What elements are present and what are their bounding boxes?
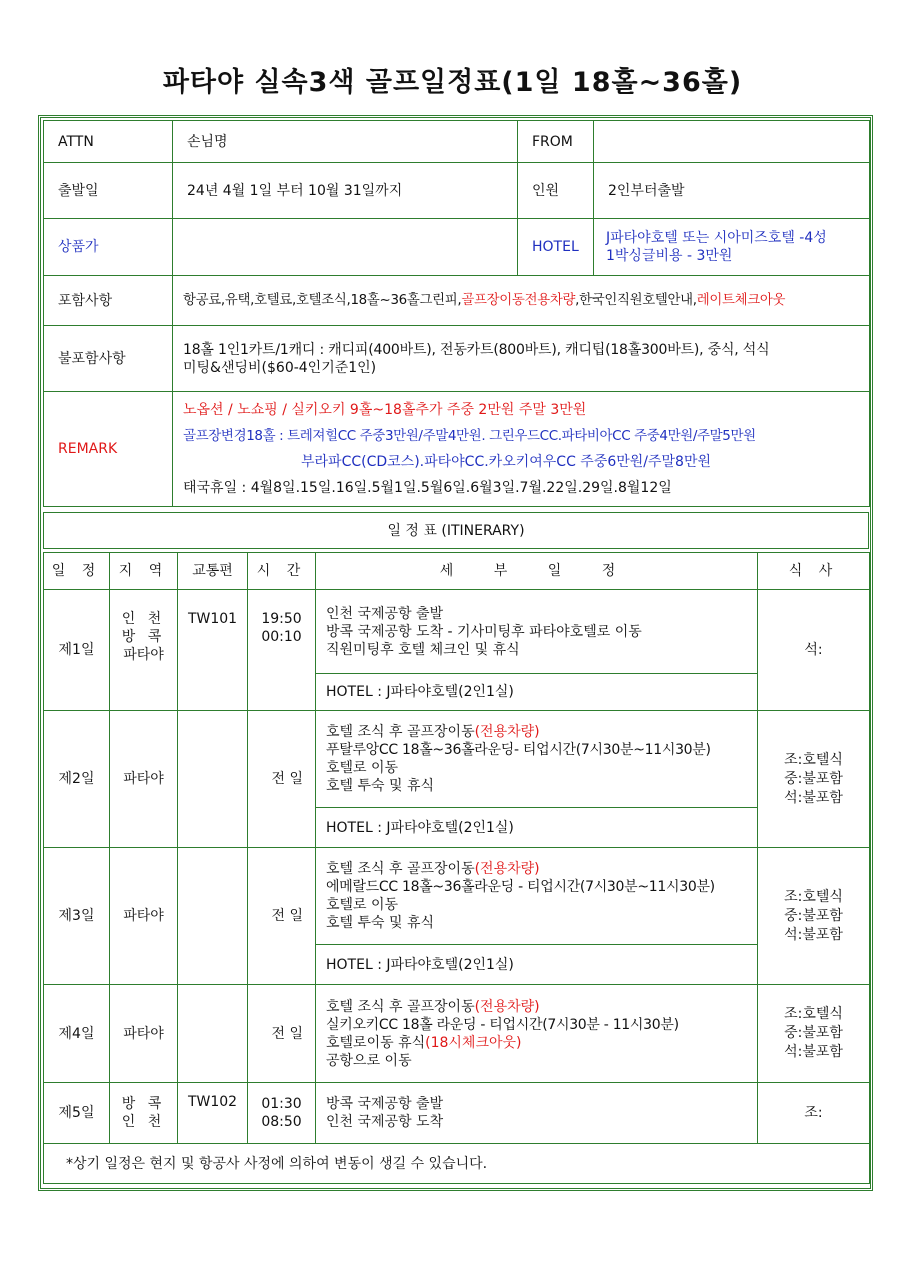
day-region: 파타야 xyxy=(110,711,178,848)
detail-text: 호텔로이동 휴식 xyxy=(326,1034,426,1051)
meal-line: 석:불포함 xyxy=(784,789,843,806)
detail-line: 호텔로 이동 xyxy=(326,760,399,776)
meal-line: 석:불포함 xyxy=(784,926,843,943)
day-label: 제3일 xyxy=(44,848,110,985)
time-line: 01:30 xyxy=(261,1096,302,1112)
meal-line: 조:호텔식 xyxy=(784,1006,843,1022)
day-time: 전 일 xyxy=(248,985,316,1083)
detail-line xyxy=(326,1034,757,1052)
day-meal xyxy=(758,711,870,848)
hotel-line-2: 1박싱글비용 - 3만원 xyxy=(606,248,733,264)
day-transport xyxy=(178,711,248,848)
detail-line: 호텔로 이동 xyxy=(326,897,399,913)
meal-line: 조:호텔식 xyxy=(784,888,843,905)
include-label: 포함사항 xyxy=(44,276,173,326)
detail-highlight: (전용차량) xyxy=(474,861,540,877)
day-label: 제2일 xyxy=(44,711,110,848)
from-label: FROM xyxy=(518,121,594,163)
detail-line: 실키오키CC 18홀 라운딩 - 티업시간(7시30분 - 11시30분) xyxy=(326,1016,679,1033)
day-time xyxy=(248,1083,316,1144)
remark-line-3: 부라파CC(CD코스).파타야CC.카오키여우CC 주중6만원/주말8만원 xyxy=(301,454,712,470)
day-label: 제1일 xyxy=(44,590,110,711)
itinerary-row xyxy=(44,848,870,945)
region-line: 인 천 xyxy=(121,611,166,627)
depart-label: 출발일 xyxy=(44,163,173,219)
remark-line-1: 노옵션 / 노쇼핑 / 실키오키 9홀~18홀추가 주중 2만원 주말 3만원 xyxy=(183,402,587,418)
meal-line: 중:불포함 xyxy=(784,907,843,924)
col-detail: 세 부 일 정 xyxy=(316,553,758,590)
people-label: 인원 xyxy=(518,163,594,219)
itinerary-row xyxy=(44,1083,870,1144)
detail-text: 호텔 조식 후 골프장이동 xyxy=(326,724,475,740)
meal-line: 석: xyxy=(804,641,823,658)
itinerary-row xyxy=(44,985,870,1083)
col-transport: 교통편 xyxy=(178,553,248,590)
itinerary-heading: 일 정 표 (ITINERARY) xyxy=(44,513,869,549)
day-transport: TW102 xyxy=(178,1083,248,1144)
day-hotel: HOTEL : J파타야호텔(2인1실) xyxy=(316,674,758,711)
remark-line-4: 태국휴일 : 4월8일.15일.16일.5월1일.5월6일.6월3일.7월.22일.29일.8월12일 xyxy=(183,480,672,496)
detail-line: 공항으로 이동 xyxy=(326,1052,412,1069)
detail-line: 방콕 국제공항 도착 - 기사미팅후 파타야호텔로 이동 xyxy=(326,623,642,640)
meal-line: 조:호텔식 xyxy=(784,751,843,768)
include-value xyxy=(173,276,870,326)
meal-line: 중:불포함 xyxy=(784,770,843,787)
remark-line-2: 골프장변경18홀 : 트레져힐CC 주중3만원/주말4만원. 그린우드CC.파타비아CC 주중4만원/주말5만원 xyxy=(183,428,756,444)
itinerary-row xyxy=(44,590,870,674)
day-label: 제5일 xyxy=(44,1083,110,1144)
time-line: 19:50 xyxy=(261,611,302,627)
exclude-line-2: 미팅&샌딩비($60-4인기준1인) xyxy=(183,359,377,376)
day-transport xyxy=(178,848,248,985)
col-region: 지 역 xyxy=(110,553,178,590)
day-detail xyxy=(316,848,758,945)
detail-line: 에메랄드CC 18홀~36홀라운딩 - 티업시간(7시30분~11시30분) xyxy=(326,879,715,895)
detail-line: 푸탈루앙CC 18홀~36홀라운딩- 티업시간(7시30분~11시30분) xyxy=(326,742,711,758)
day-region: 파타야 xyxy=(110,985,178,1083)
exclude-value xyxy=(173,326,870,392)
exclude-label: 불포함사항 xyxy=(44,326,173,392)
detail-highlight: (18시체크아웃) xyxy=(425,1034,522,1051)
day-region: 파타야 xyxy=(110,848,178,985)
day-detail xyxy=(316,590,758,674)
day-meal xyxy=(758,848,870,985)
region-line: 방 콕 xyxy=(121,629,166,645)
day-region xyxy=(110,590,178,711)
day-detail xyxy=(316,985,758,1083)
day-label: 제4일 xyxy=(44,985,110,1083)
detail-line xyxy=(326,998,757,1016)
page-title: 파타야 실속3색 골프일정표(1일 18홀~36홀) xyxy=(162,67,743,98)
itinerary-row xyxy=(44,711,870,808)
region-line: 파타야 xyxy=(123,647,164,663)
day-time xyxy=(248,590,316,711)
day-transport xyxy=(178,985,248,1083)
hotel-line-1: J파타야호텔 또는 시아미즈호텔 -4성 xyxy=(606,230,827,246)
itinerary-heading-table xyxy=(43,512,869,549)
day-time: 전 일 xyxy=(248,711,316,848)
meal-line: 조: xyxy=(804,1104,823,1121)
day-meal xyxy=(758,590,870,711)
col-time: 시 간 xyxy=(248,553,316,590)
remark-value xyxy=(173,392,870,507)
region-line: 방 콕 xyxy=(121,1096,166,1112)
remark-label: REMARK xyxy=(44,392,173,507)
day-detail xyxy=(316,1083,758,1144)
detail-line: 방콕 국제공항 출발 xyxy=(326,1096,444,1112)
time-line: 08:50 xyxy=(261,1114,302,1130)
price-value xyxy=(173,219,518,276)
day-meal xyxy=(758,1083,870,1144)
attn-label: ATTN xyxy=(44,121,173,163)
depart-value: 24년 4월 1일 부터 10월 31일까지 xyxy=(173,163,518,219)
day-time: 전 일 xyxy=(248,848,316,985)
day-hotel: HOTEL : J파타야호텔(2인1실) xyxy=(316,945,758,985)
detail-highlight: (전용차량) xyxy=(474,998,540,1015)
detail-text: 호텔 조식 후 골프장이동 xyxy=(326,861,475,877)
meal-line: 중:불포함 xyxy=(784,1025,843,1041)
exclude-line-1: 18홀 1인1카트/1캐디 : 캐디피(400바트), 전동카트(800바트), 캐디팁(18홀300바트), 중식, 석식 xyxy=(183,341,770,358)
detail-line xyxy=(326,860,757,878)
info-table xyxy=(43,120,870,507)
detail-line: 인천 국제공항 출발 xyxy=(326,605,444,622)
people-value: 2인부터출발 xyxy=(594,163,870,219)
include-highlight-transport: 골프장이동전용차량 xyxy=(461,292,576,308)
detail-line: 직원미팅후 호텔 체크인 및 휴식 xyxy=(326,641,520,658)
day-region xyxy=(110,1083,178,1144)
include-text-2: ,한국인직원호텔안내, xyxy=(575,292,697,308)
include-highlight-checkout: 레이트체크아웃 xyxy=(696,292,786,308)
from-value xyxy=(594,121,870,163)
detail-highlight: (전용차량) xyxy=(474,724,540,740)
price-label: 상품가 xyxy=(44,219,173,276)
day-detail xyxy=(316,711,758,808)
col-day: 일 정 xyxy=(44,553,110,590)
itinerary-table xyxy=(43,552,870,1184)
hotel-label: HOTEL xyxy=(518,219,594,276)
detail-line: 호텔 투숙 및 휴식 xyxy=(326,778,435,794)
include-text: 항공료,유택,호텔료,호텔조식,18홀~36홀그린피, xyxy=(183,292,462,308)
detail-text: 호텔 조식 후 골프장이동 xyxy=(326,998,475,1015)
col-meal: 식 사 xyxy=(758,553,870,590)
detail-line: 인천 국제공항 도착 xyxy=(326,1114,444,1130)
region-line: 인 천 xyxy=(121,1114,166,1130)
day-transport: TW101 xyxy=(178,590,248,711)
day-hotel: HOTEL : J파타야호텔(2인1실) xyxy=(316,808,758,848)
hotel-value xyxy=(594,219,870,276)
time-line: 00:10 xyxy=(261,629,302,645)
footnote: *상기 일정은 현지 및 항공사 사정에 의하여 변동이 생길 수 있습니다. xyxy=(44,1144,870,1184)
day-meal xyxy=(758,985,870,1083)
attn-value: 손님명 xyxy=(173,121,518,163)
detail-line: 호텔 투숙 및 휴식 xyxy=(326,915,435,931)
meal-line: 석:불포함 xyxy=(784,1044,843,1060)
detail-line xyxy=(326,723,757,741)
